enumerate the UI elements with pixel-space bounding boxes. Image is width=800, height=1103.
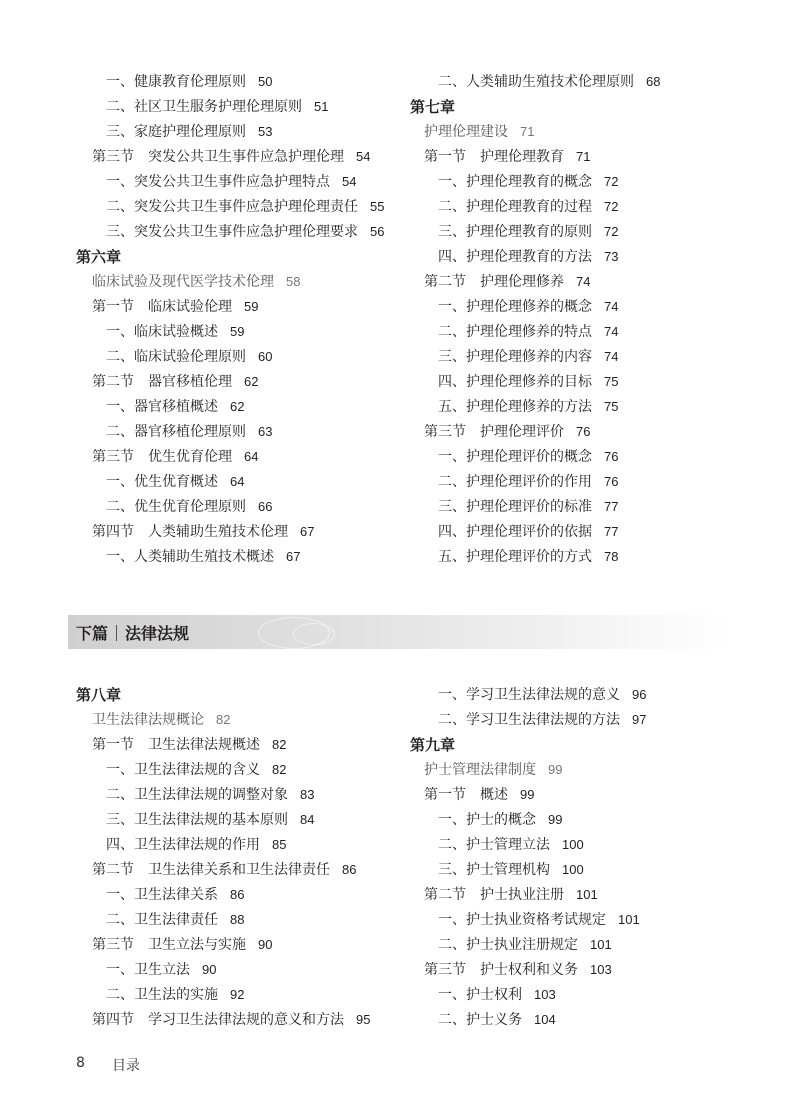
toc-entry-sec[interactable] bbox=[424, 147, 590, 167]
toc-entry-text: 第二节 护理伦理修养 bbox=[424, 274, 564, 290]
toc-entry-text: 第二节 护士执业注册 bbox=[424, 887, 564, 903]
toc-entry-sec[interactable] bbox=[92, 935, 272, 955]
toc-entry-text: 二、护士执业注册规定 bbox=[438, 937, 578, 953]
toc-entry-text: 二、护理伦理评价的作用 bbox=[438, 474, 592, 490]
toc-entry-page: 55 bbox=[370, 199, 385, 214]
toc-entry-page: 71 bbox=[576, 149, 591, 164]
toc-entry-page: 86 bbox=[230, 887, 245, 902]
toc-entry-item[interactable] bbox=[106, 347, 272, 367]
toc-entry-title[interactable] bbox=[424, 760, 562, 780]
toc-entry-text: 一、护士的概念 bbox=[438, 812, 536, 828]
toc-entry-item[interactable] bbox=[438, 810, 562, 830]
toc-entry-text: 第三节 优生优育伦理 bbox=[92, 449, 232, 465]
toc-entry-item[interactable] bbox=[438, 322, 618, 342]
toc-entry-item[interactable] bbox=[438, 497, 618, 517]
toc-entry-page: 74 bbox=[604, 299, 619, 314]
toc-entry-text: 二、优生优育伦理原则 bbox=[106, 499, 246, 515]
toc-entry-text: 一、护理伦理修养的概念 bbox=[438, 299, 592, 315]
toc-entry-item[interactable] bbox=[106, 197, 384, 217]
toc-entry-page: 63 bbox=[258, 424, 273, 439]
toc-entry-page: 100 bbox=[562, 862, 584, 877]
toc-entry-text: 第一节 临床试验伦理 bbox=[92, 299, 232, 315]
toc-entry-chap[interactable] bbox=[410, 97, 455, 117]
toc-entry-text: 一、卫生法律关系 bbox=[106, 887, 218, 903]
toc-entry-item[interactable] bbox=[106, 910, 244, 930]
toc-entry-page: 75 bbox=[604, 399, 619, 414]
toc-entry-chap[interactable] bbox=[76, 685, 121, 705]
footer-label: 目录 bbox=[112, 1058, 140, 1074]
toc-entry-text: 五、护理伦理评价的方式 bbox=[438, 549, 592, 565]
toc-entry-item[interactable] bbox=[106, 810, 314, 830]
toc-entry-page: 62 bbox=[244, 374, 259, 389]
toc-entry-page: 50 bbox=[258, 74, 273, 89]
toc-entry-page: 103 bbox=[534, 987, 556, 1002]
toc-entry-item[interactable] bbox=[438, 197, 618, 217]
toc-entry-item[interactable] bbox=[438, 472, 618, 492]
toc-entry-text: 二、护士义务 bbox=[438, 1012, 522, 1028]
toc-entry-page: 67 bbox=[300, 524, 315, 539]
toc-entry-text: 二、卫生法律责任 bbox=[106, 912, 218, 928]
toc-entry-text: 二、器官移植伦理原则 bbox=[106, 424, 246, 440]
toc-entry-page: 99 bbox=[520, 787, 535, 802]
toc-entry-page: 67 bbox=[286, 549, 301, 564]
toc-entry-sec[interactable] bbox=[92, 860, 356, 880]
toc-entry-page: 82 bbox=[272, 762, 287, 777]
toc-entry-page: 76 bbox=[604, 474, 619, 489]
toc-entry-text: 二、卫生法律法规的调整对象 bbox=[106, 787, 288, 803]
toc-entry-text: 二、突发公共卫生事件应急护理伦理责任 bbox=[106, 199, 358, 215]
toc-entry-sec[interactable] bbox=[92, 372, 258, 392]
toc-entry-page: 100 bbox=[562, 837, 584, 852]
toc-entry-text: 一、器官移植概述 bbox=[106, 399, 218, 415]
toc-entry-item[interactable] bbox=[106, 760, 286, 780]
toc-entry-item[interactable] bbox=[438, 835, 584, 855]
toc-entry-item[interactable] bbox=[106, 835, 286, 855]
toc-entry-text: 临床试验及现代医学技术伦理 bbox=[92, 274, 274, 290]
toc-entry-item[interactable] bbox=[106, 960, 216, 980]
toc-entry-text: 三、护理伦理修养的内容 bbox=[438, 349, 592, 365]
toc-entry-text: 一、卫生法律法规的含义 bbox=[106, 762, 260, 778]
toc-entry-page: 53 bbox=[258, 124, 273, 139]
toc-entry-sec[interactable] bbox=[92, 447, 258, 467]
toc-entry-text: 一、健康教育伦理原则 bbox=[106, 74, 246, 90]
toc-entry-text: 第三节 护士权利和义务 bbox=[424, 962, 578, 978]
toc-entry-page: 54 bbox=[356, 149, 371, 164]
toc-entry-sec[interactable] bbox=[424, 785, 534, 805]
toc-entry-item[interactable] bbox=[438, 1010, 556, 1030]
toc-entry-item[interactable] bbox=[438, 910, 640, 930]
toc-entry-page: 103 bbox=[590, 962, 612, 977]
toc-entry-text: 二、学习卫生法律法规的方法 bbox=[438, 712, 620, 728]
toc-entry-text: 三、卫生法律法规的基本原则 bbox=[106, 812, 288, 828]
toc-entry-page: 74 bbox=[576, 274, 591, 289]
toc-entry-page: 83 bbox=[300, 787, 315, 802]
toc-entry-text: 第七章 bbox=[410, 98, 456, 116]
toc-entry-text: 第九章 bbox=[410, 736, 456, 754]
toc-entry-text: 第四节 学习卫生法律法规的意义和方法 bbox=[92, 1012, 344, 1028]
toc-entry-page: 62 bbox=[230, 399, 245, 414]
toc-entry-text: 第二节 器官移植伦理 bbox=[92, 374, 232, 390]
toc-entry-text: 第三节 护理伦理评价 bbox=[424, 424, 564, 440]
toc-entry-item[interactable] bbox=[438, 247, 618, 267]
toc-entry-text: 二、护士管理立法 bbox=[438, 837, 550, 853]
toc-entry-page: 99 bbox=[548, 762, 563, 777]
toc-entry-item[interactable] bbox=[106, 72, 272, 92]
toc-entry-page: 64 bbox=[230, 474, 245, 489]
band-decoration bbox=[293, 623, 335, 645]
toc-entry-page: 82 bbox=[216, 712, 231, 727]
toc-entry-item[interactable] bbox=[106, 322, 244, 342]
toc-entry-sec[interactable] bbox=[92, 735, 286, 755]
toc-entry-title[interactable] bbox=[92, 272, 300, 292]
toc-entry-text: 第二节 卫生法律关系和卫生法律责任 bbox=[92, 862, 330, 878]
toc-entry-page: 73 bbox=[604, 249, 619, 264]
toc-entry-text: 四、护理伦理修养的目标 bbox=[438, 374, 592, 390]
toc-entry-chap[interactable] bbox=[410, 735, 455, 755]
toc-entry-sec[interactable] bbox=[92, 1010, 370, 1030]
toc-entry-text: 一、突发公共卫生事件应急护理特点 bbox=[106, 174, 330, 190]
toc-entry-text: 五、护理伦理修养的方法 bbox=[438, 399, 592, 415]
toc-entry-page: 104 bbox=[534, 1012, 556, 1027]
toc-entry-text: 二、临床试验伦理原则 bbox=[106, 349, 246, 365]
toc-entry-page: 51 bbox=[314, 99, 329, 114]
toc-entry-page: 77 bbox=[604, 499, 619, 514]
toc-entry-item[interactable] bbox=[438, 397, 618, 417]
toc-entry-page: 96 bbox=[632, 687, 647, 702]
toc-entry-item[interactable] bbox=[106, 97, 328, 117]
toc-entry-text: 第八章 bbox=[76, 686, 122, 704]
toc-entry-page: 59 bbox=[230, 324, 245, 339]
toc-entry-text: 一、学习卫生法律法规的意义 bbox=[438, 687, 620, 703]
toc-entry-item[interactable] bbox=[438, 710, 646, 730]
toc-entry-item[interactable] bbox=[438, 685, 646, 705]
toc-entry-page: 101 bbox=[590, 937, 612, 952]
part-label: 下篇 bbox=[76, 624, 109, 643]
toc-entry-page: 82 bbox=[272, 737, 287, 752]
toc-entry-title[interactable] bbox=[92, 710, 230, 730]
toc-entry-page: 85 bbox=[272, 837, 287, 852]
toc-entry-item[interactable] bbox=[106, 222, 384, 242]
toc-entry-text: 一、护士权利 bbox=[438, 987, 522, 1003]
toc-entry-page: 56 bbox=[370, 224, 385, 239]
toc-entry-sec[interactable] bbox=[92, 297, 258, 317]
toc-entry-item[interactable] bbox=[106, 785, 314, 805]
toc-entry-sec[interactable] bbox=[424, 960, 612, 980]
toc-entry-item[interactable] bbox=[106, 547, 300, 567]
toc-entry-text: 二、社区卫生服务护理伦理原则 bbox=[106, 99, 302, 115]
toc-entry-item[interactable] bbox=[438, 297, 618, 317]
toc-entry-text: 一、卫生立法 bbox=[106, 962, 190, 978]
toc-entry-item[interactable] bbox=[106, 497, 272, 517]
toc-entry-page: 75 bbox=[604, 374, 619, 389]
toc-entry-page: 86 bbox=[342, 862, 357, 877]
toc-entry-text: 一、护理伦理评价的概念 bbox=[438, 449, 592, 465]
toc-entry-item[interactable] bbox=[438, 72, 660, 92]
toc-entry-page: 76 bbox=[576, 424, 591, 439]
toc-entry-text: 二、护理伦理教育的过程 bbox=[438, 199, 592, 215]
part-section-band bbox=[68, 615, 733, 649]
toc-entry-item[interactable] bbox=[106, 985, 244, 1005]
toc-entry-page: 54 bbox=[342, 174, 357, 189]
toc-entry-page: 84 bbox=[300, 812, 315, 827]
toc-entry-text: 第一节 护理伦理教育 bbox=[424, 149, 564, 165]
toc-entry-sec[interactable] bbox=[92, 522, 314, 542]
toc-entry-text: 第一节 卫生法律法规概述 bbox=[92, 737, 260, 753]
toc-entry-page: 88 bbox=[230, 912, 245, 927]
toc-entry-page: 74 bbox=[604, 349, 619, 364]
toc-entry-item[interactable] bbox=[438, 935, 612, 955]
toc-entry-text: 护理伦理建设 bbox=[424, 124, 508, 140]
toc-entry-page: 66 bbox=[258, 499, 273, 514]
toc-entry-text: 四、护理伦理评价的依据 bbox=[438, 524, 592, 540]
toc-entry-text: 四、卫生法律法规的作用 bbox=[106, 837, 260, 853]
band-divider bbox=[116, 625, 117, 641]
toc-entry-item[interactable] bbox=[438, 347, 618, 367]
toc-entry-page: 68 bbox=[646, 74, 661, 89]
toc-entry-text: 四、护理伦理教育的方法 bbox=[438, 249, 592, 265]
part-name: 法律法规 bbox=[125, 624, 190, 643]
toc-entry-page: 74 bbox=[604, 324, 619, 339]
toc-entry-chap[interactable] bbox=[76, 247, 121, 267]
toc-entry-page: 90 bbox=[202, 962, 217, 977]
toc-entry-item[interactable] bbox=[106, 472, 244, 492]
toc-entry-text: 三、家庭护理伦理原则 bbox=[106, 124, 246, 140]
toc-entry-page: 58 bbox=[286, 274, 301, 289]
toc-entry-text: 第三节 卫生立法与实施 bbox=[92, 937, 246, 953]
toc-entry-text: 一、护士执业资格考试规定 bbox=[438, 912, 606, 928]
toc-entry-item[interactable] bbox=[438, 547, 618, 567]
toc-entry-text: 第四节 人类辅助生殖技术伦理 bbox=[92, 524, 288, 540]
toc-entry-item[interactable] bbox=[438, 372, 618, 392]
toc-entry-page: 101 bbox=[576, 887, 598, 902]
toc-entry-page: 72 bbox=[604, 199, 619, 214]
toc-entry-text: 第三节 突发公共卫生事件应急护理伦理 bbox=[92, 149, 344, 165]
toc-entry-text: 二、人类辅助生殖技术伦理原则 bbox=[438, 74, 634, 90]
toc-entry-text: 一、优生优育概述 bbox=[106, 474, 218, 490]
toc-entry-item[interactable] bbox=[438, 985, 556, 1005]
toc-entry-text: 一、人类辅助生殖技术概述 bbox=[106, 549, 274, 565]
toc-entry-sec[interactable] bbox=[424, 422, 590, 442]
toc-entry-page: 71 bbox=[520, 124, 535, 139]
toc-entry-item[interactable] bbox=[106, 122, 272, 142]
toc-entry-page: 101 bbox=[618, 912, 640, 927]
toc-entry-text: 第六章 bbox=[76, 248, 122, 266]
toc-entry-page: 60 bbox=[258, 349, 273, 364]
toc-entry-text: 三、突发公共卫生事件应急护理伦理要求 bbox=[106, 224, 358, 240]
toc-entry-text: 三、护士管理机构 bbox=[438, 862, 550, 878]
toc-entry-text: 护士管理法律制度 bbox=[424, 762, 536, 778]
toc-entry-page: 97 bbox=[632, 712, 647, 727]
toc-entry-page: 72 bbox=[604, 224, 619, 239]
toc-entry-text: 第一节 概述 bbox=[424, 787, 508, 803]
toc-entry-title[interactable] bbox=[424, 122, 534, 142]
toc-entry-page: 95 bbox=[356, 1012, 371, 1027]
toc-entry-sec[interactable] bbox=[424, 885, 598, 905]
toc-entry-item[interactable] bbox=[106, 172, 356, 192]
toc-entry-text: 卫生法律法规概论 bbox=[92, 712, 204, 728]
toc-entry-text: 二、卫生法的实施 bbox=[106, 987, 218, 1003]
part-heading bbox=[76, 621, 189, 644]
toc-entry-item[interactable] bbox=[438, 860, 584, 880]
toc-entry-page: 59 bbox=[244, 299, 259, 314]
toc-entry-page: 99 bbox=[548, 812, 563, 827]
toc-entry-page: 72 bbox=[604, 174, 619, 189]
toc-entry-page: 92 bbox=[230, 987, 245, 1002]
toc-entry-item[interactable] bbox=[438, 222, 618, 242]
toc-entry-page: 76 bbox=[604, 449, 619, 464]
toc-entry-page: 77 bbox=[604, 524, 619, 539]
toc-entry-page: 64 bbox=[244, 449, 259, 464]
toc-entry-item[interactable] bbox=[106, 885, 244, 905]
toc-entry-text: 三、护理伦理教育的原则 bbox=[438, 224, 592, 240]
toc-entry-text: 三、护理伦理评价的标准 bbox=[438, 499, 592, 515]
toc-entry-item[interactable] bbox=[438, 522, 618, 542]
toc-entry-item[interactable] bbox=[438, 172, 618, 192]
toc-entry-text: 一、临床试验概述 bbox=[106, 324, 218, 340]
toc-entry-item[interactable] bbox=[106, 397, 244, 417]
toc-entry-item[interactable] bbox=[106, 422, 272, 442]
toc-entry-text: 二、护理伦理修养的特点 bbox=[438, 324, 592, 340]
toc-entry-sec[interactable] bbox=[424, 272, 590, 292]
toc-entry-sec[interactable] bbox=[92, 147, 370, 167]
toc-entry-page: 78 bbox=[604, 549, 619, 564]
toc-entry-page: 90 bbox=[258, 937, 273, 952]
toc-entry-item[interactable] bbox=[438, 447, 618, 467]
footer-page-number: 8 bbox=[76, 1055, 85, 1071]
toc-entry-text: 一、护理伦理教育的概念 bbox=[438, 174, 592, 190]
